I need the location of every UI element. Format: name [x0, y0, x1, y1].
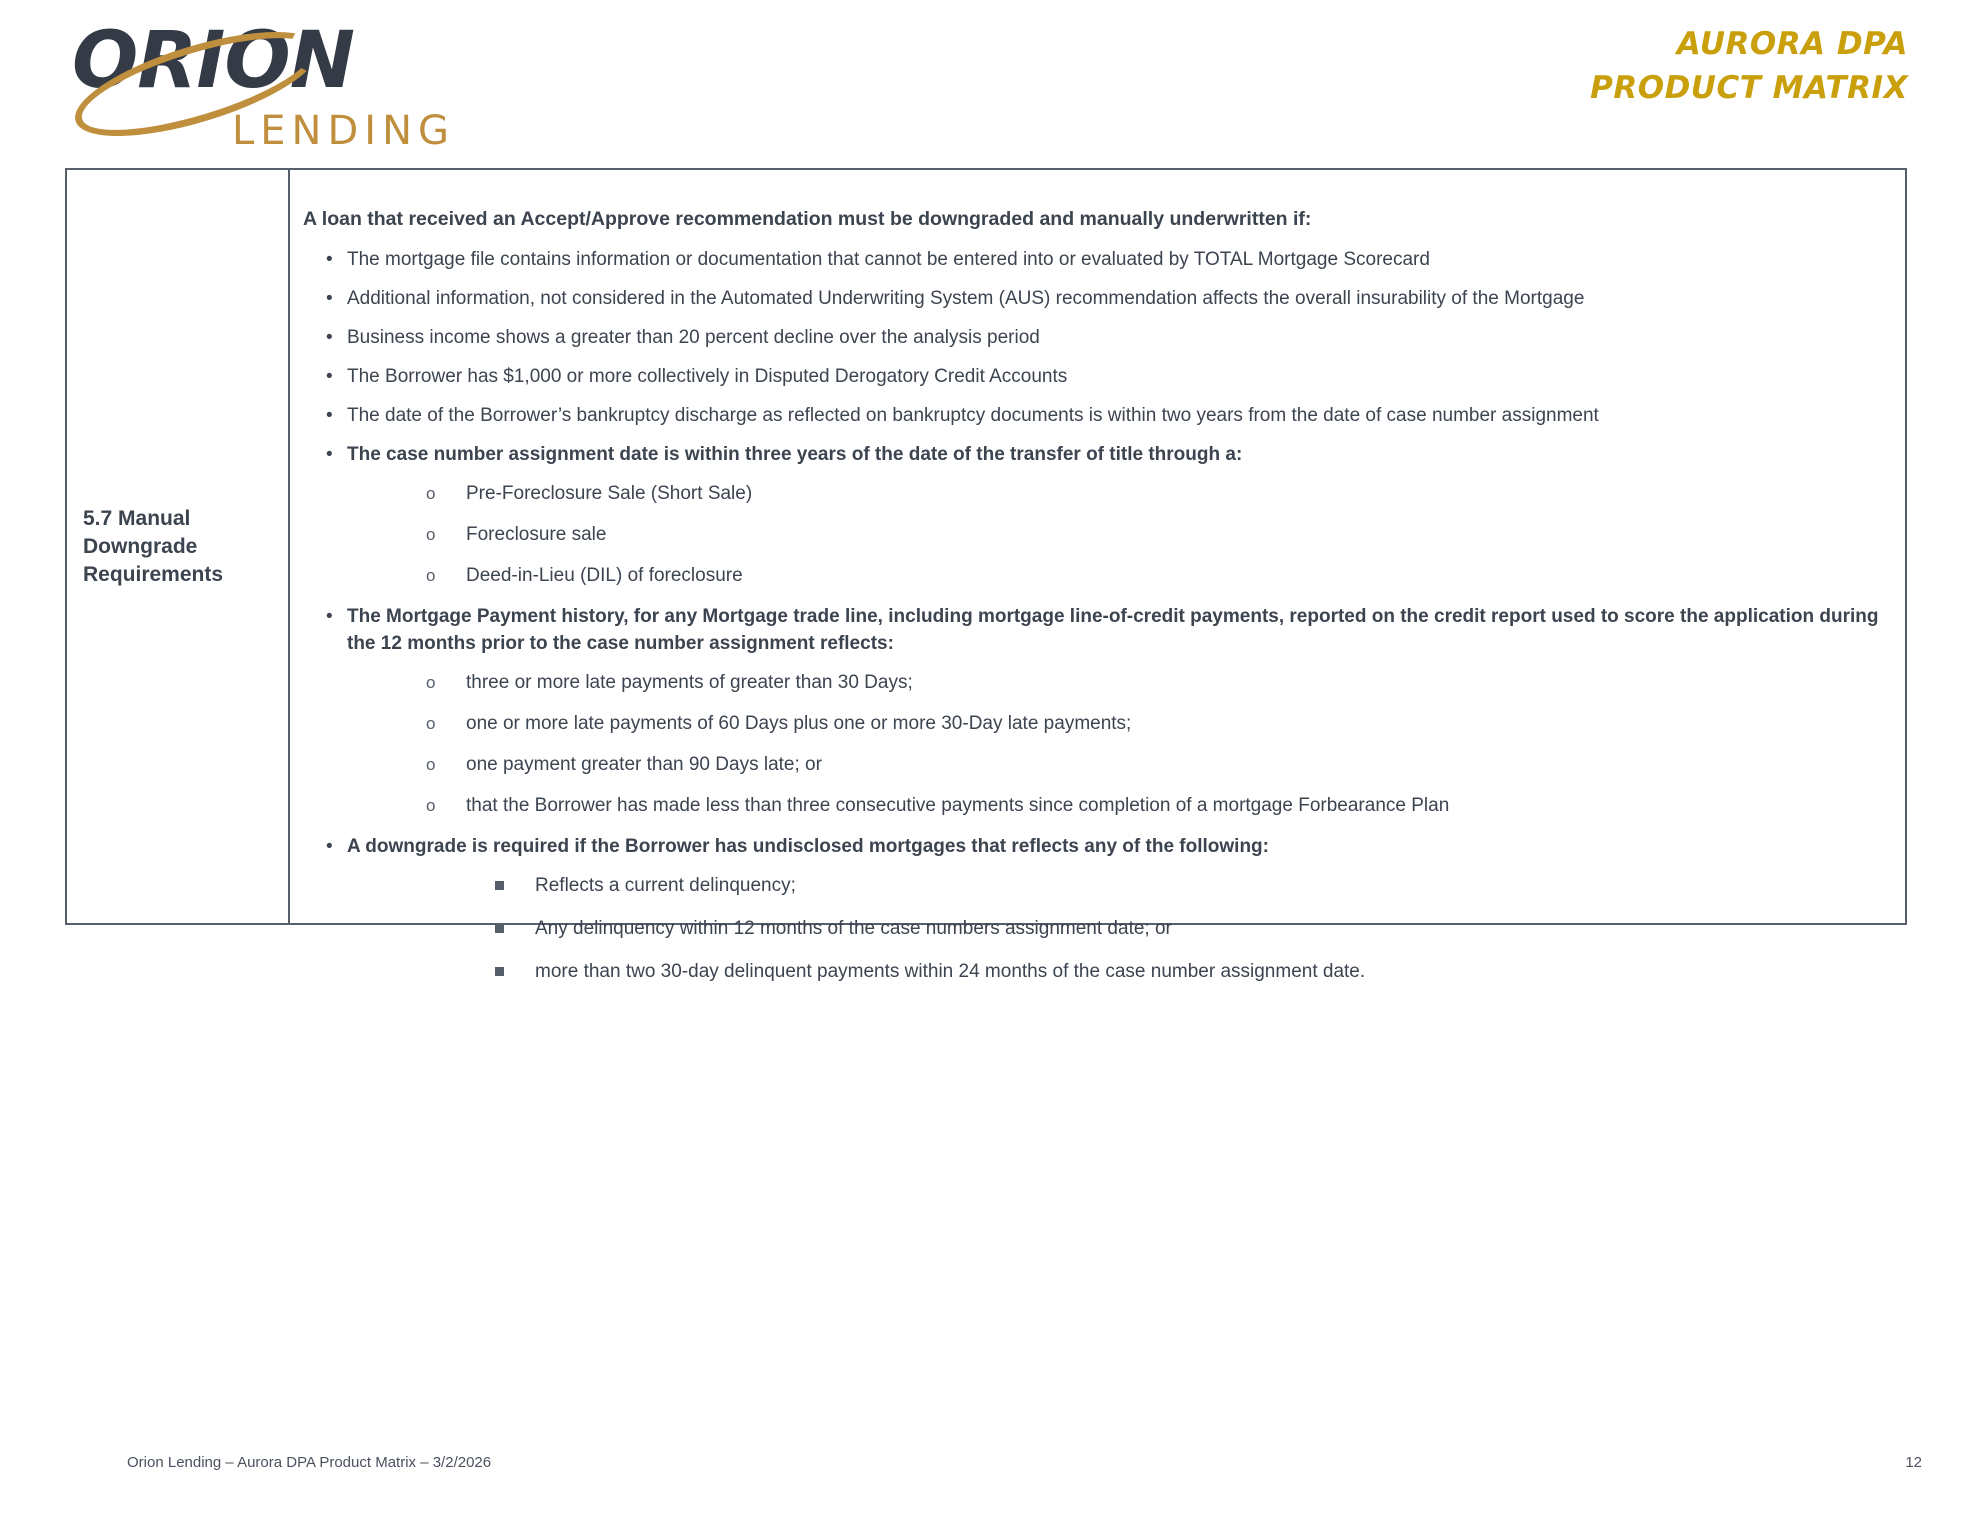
requirements-list [302, 246, 1879, 985]
requirement-subitem [347, 751, 1879, 778]
requirement-bullet [302, 285, 1879, 312]
requirement-sublist [347, 669, 1879, 819]
bullet-marker-icon: • [326, 249, 333, 270]
requirement-bullet [302, 603, 1879, 819]
circle-bullet-icon: o [426, 484, 436, 503]
square-bullet-icon [495, 881, 504, 890]
circle-bullet-icon: o [426, 714, 436, 733]
requirement-subitem [347, 915, 1879, 942]
bullet-marker-icon: • [326, 444, 333, 465]
requirement-subitem-text: three or more late payments of greater than 30 Days; [466, 672, 913, 693]
requirement-bullet-text: The Mortgage Payment history, for any Mortgage trade line, including mortgage line-of-credit payments, reported on the credit report used to score the application during the 12 months prior to the case number assignment reflects: [347, 606, 1879, 654]
requirement-bullet [302, 324, 1879, 351]
bullet-marker-icon: • [326, 327, 333, 348]
requirement-subitem [347, 872, 1879, 899]
requirement-bullet [302, 246, 1879, 273]
bullet-marker-icon: • [326, 836, 333, 857]
requirement-bullet-text: The case number assignment date is within three years of the date of the transfer of title through a: [347, 444, 1243, 465]
requirement-bullet-text: A downgrade is required if the Borrower has undisclosed mortgages that reflects any of the following: [347, 836, 1269, 857]
requirement-subitem [347, 669, 1879, 696]
circle-bullet-icon: o [426, 566, 436, 585]
requirement-subitem [347, 792, 1879, 819]
requirement-subitem-text: that the Borrower has made less than three consecutive payments since completion of a mortgage Forbearance Plan [466, 795, 1450, 816]
bullet-marker-icon: • [326, 405, 333, 426]
table-row-label-cell [67, 170, 290, 923]
bullet-marker-icon: • [326, 606, 333, 627]
circle-bullet-icon: o [426, 525, 436, 544]
requirement-subitem [347, 480, 1879, 507]
requirement-bullet-text: Business income shows a greater than 20 percent decline over the analysis period [347, 327, 1040, 348]
requirement-sublist [347, 480, 1879, 589]
requirement-bullet-text: The mortgage file contains information or documentation that cannot be entered into or evaluated by TOTAL Mortgage Scorecard [347, 249, 1430, 270]
footer-page-number: 12 [1905, 1454, 1922, 1471]
section-label: 5.7 Manual Downgrade Requirements [83, 506, 224, 586]
requirement-subitem-text: Reflects a current delinquency; [535, 875, 796, 896]
requirement-bullet [302, 833, 1879, 985]
bullet-marker-icon: • [326, 288, 333, 309]
requirement-subitem-text: Any delinquency within 12 months of the case numbers assignment date; or [535, 918, 1172, 939]
circle-bullet-icon: o [426, 796, 436, 815]
logo-word-lending: LENDING [232, 108, 455, 154]
requirement-subitem-text: Foreclosure sale [466, 524, 607, 545]
requirement-subitem-text: more than two 30-day delinquent payments within 24 months of the case number assignment date. [535, 961, 1366, 982]
orion-lending-logo [68, 16, 488, 156]
page-header [0, 0, 1980, 168]
intro-paragraph: A loan that received an Accept/Approve recommendation must be downgraded and manually underwritten if: [303, 208, 1312, 230]
requirement-bullet [302, 363, 1879, 390]
logo-word-orion: ORION [72, 16, 354, 106]
requirement-subitem [347, 521, 1879, 548]
requirement-sublist [347, 872, 1879, 985]
requirement-bullet-text: The date of the Borrower’s bankruptcy discharge as reflected on bankruptcy documents is within two years from the date of case number assignment [347, 405, 1599, 426]
requirement-subitem-text: Deed-in-Lieu (DIL) of foreclosure [466, 565, 743, 586]
requirement-subitem [347, 562, 1879, 589]
circle-bullet-icon: o [426, 755, 436, 774]
table-row-content-cell [290, 170, 1905, 982]
requirement-bullet-text: Additional information, not considered in the Automated Underwriting System (AUS) recommendation affects the overall insurability of the Mortgage [347, 288, 1585, 309]
square-bullet-icon [495, 924, 504, 933]
bullet-marker-icon: • [326, 366, 333, 387]
requirement-bullet-text: The Borrower has $1,000 or more collectively in Disputed Derogatory Credit Accounts [347, 366, 1068, 387]
requirement-bullet [302, 441, 1879, 589]
requirement-subitem-text: one or more late payments of 60 Days plus one or more 30-Day late payments; [466, 713, 1132, 734]
requirement-subitem [347, 958, 1879, 985]
footer-document-title: Orion Lending – Aurora DPA Product Matrix – 3/2/2026 [127, 1454, 492, 1471]
requirement-subitem [347, 710, 1879, 737]
product-matrix-table [65, 168, 1907, 982]
requirement-subitem-text: Pre-Foreclosure Sale (Short Sale) [466, 483, 753, 504]
document-header-titles [1590, 22, 1908, 110]
header-title-line-2: PRODUCT MATRIX [1590, 70, 1908, 106]
requirement-subitem-text: one payment greater than 90 Days late; or [466, 754, 822, 775]
circle-bullet-icon: o [426, 673, 436, 692]
square-bullet-icon [495, 967, 504, 976]
logo-wordmark [68, 16, 488, 108]
requirement-bullet [302, 402, 1879, 429]
header-title-line-1: AURORA DPA [1676, 26, 1908, 62]
page-footer [0, 1452, 1980, 1492]
